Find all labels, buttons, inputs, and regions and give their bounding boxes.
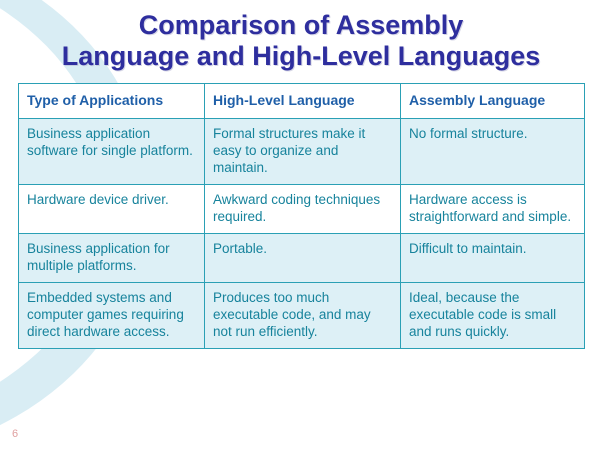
page-title (0, 0, 602, 72)
table-row (19, 185, 585, 234)
table-cell: Awkward coding techniques required. (205, 185, 401, 234)
table-cell: Hardware device driver. (19, 185, 205, 234)
table-header-row (19, 84, 585, 119)
table-row (19, 283, 585, 349)
table-cell: Embedded systems and computer games requiring direct hardware access. (19, 283, 205, 349)
table-cell: No formal structure. (401, 119, 585, 185)
table-cell: Ideal, because the executable code is small and runs quickly. (401, 283, 585, 349)
page-title-line-2: Language and High-Level Languages (61, 41, 541, 71)
column-header-type-of-applications: Type of Applications (19, 84, 205, 119)
comparison-table-wrapper (18, 83, 584, 349)
column-header-assembly-language: Assembly Language (401, 84, 585, 119)
page-title-line-1: Comparison of Assembly (138, 10, 464, 40)
bottom-bar (0, 444, 602, 453)
table-row (19, 234, 585, 283)
table-cell: Portable. (205, 234, 401, 283)
comparison-table (18, 83, 585, 349)
page-number: 6 (12, 428, 19, 440)
table-cell: Hardware access is straightforward and simple. (401, 185, 585, 234)
table-row (19, 119, 585, 185)
column-header-high-level-language: High-Level Language (205, 84, 401, 119)
table-cell: Difficult to maintain. (401, 234, 585, 283)
table-cell: Formal structures make it easy to organize and maintain. (205, 119, 401, 185)
table-cell: Produces too much executable code, and may not run efficiently. (205, 283, 401, 349)
table-cell: Business application for multiple platforms. (19, 234, 205, 283)
table-cell: Business application software for single platform. (19, 119, 205, 185)
